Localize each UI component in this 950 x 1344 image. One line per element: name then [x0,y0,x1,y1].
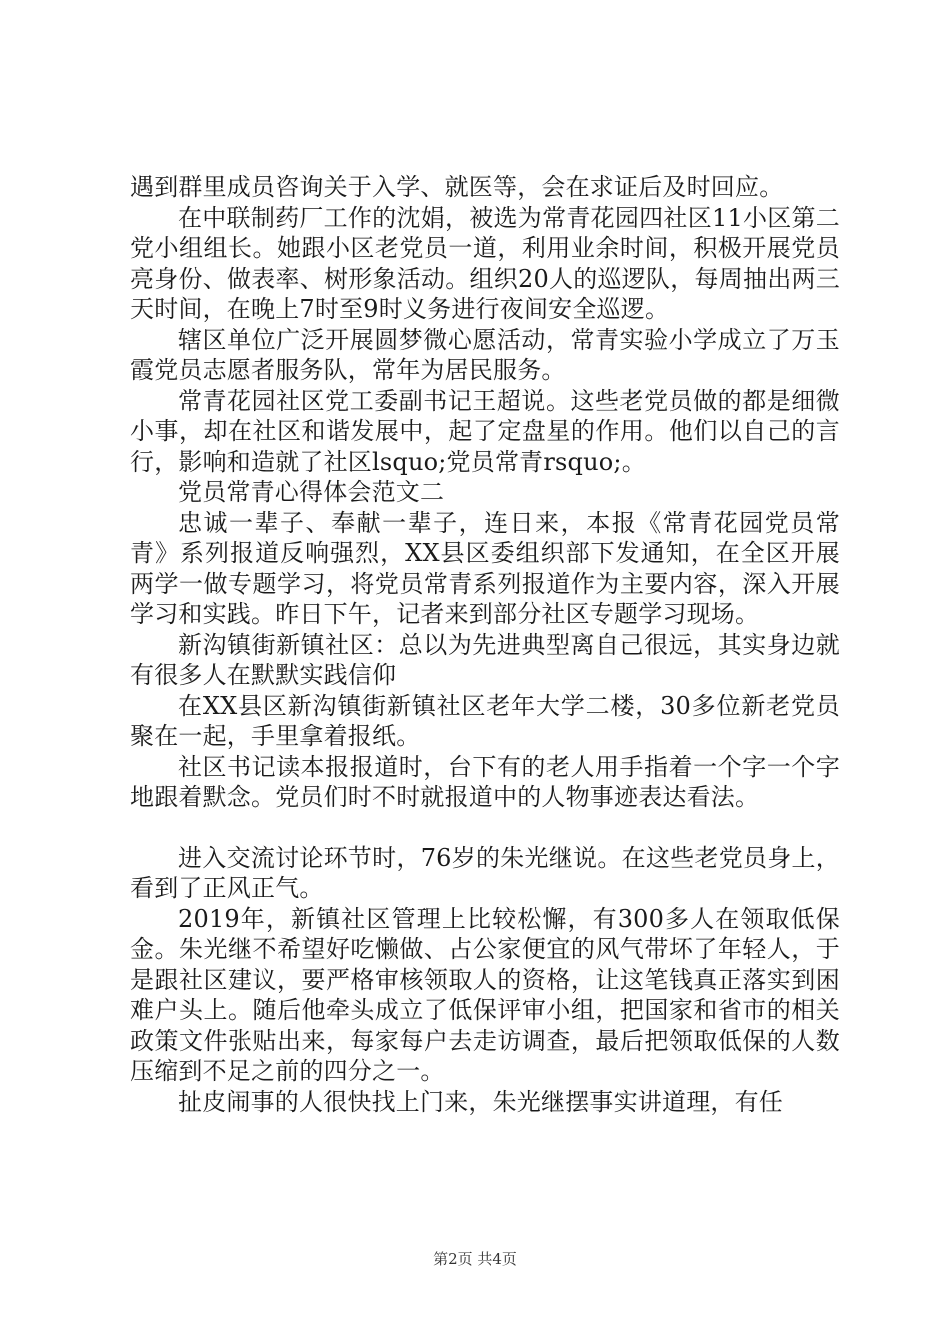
page-number-label: 第2页 共4页 [433,1250,517,1268]
document-body [130,172,840,1117]
paragraph-1: 遇到群里成员咨询关于入学、就医等，会在求证后及时回应。 [130,173,784,201]
paragraph-7: 新沟镇街新镇社区：总以为先进典型离自己很远，其实身边就有很多人在默默实践信仰 [130,630,840,689]
paragraph-12: 扯皮闹事的人很快找上门来，朱光继摆事实讲道理，有任 [178,1087,783,1116]
page-footer [0,1248,950,1269]
paragraph-3: 辖区单位广泛开展圆梦微心愿活动，常青实验小学成立了万玉霞党员志愿者服务队，常年为居民服务。 [130,325,840,384]
paragraph-10: 进入交流讨论环节时，76岁的朱光继说。在这些老党员身上，看到了正风正气。 [130,843,840,902]
paragraph-11: 2019年，新镇社区管理上比较松懈，有300多人在领取低保金。朱光继不希望好吃懒做、占公家便宜的风气带坏了年轻人，于是跟社区建议，要严格审核领取人的资格，让这笔钱真正落实到困难户头上。随后他牵头成立了低保评审小组，把国家和省市的相关政策文件张贴出来，每家每户去走访调查，最后把领取低保的人数压缩到不足之前的四分之一。 [130,904,840,1085]
paragraph-6: 忠诚一辈子、奉献一辈子，连日来，本报《常青花园党员常青》系列报道反响强烈，XX县区委组织部下发通知，在全区开展两学一做专题学习，将党员常青系列报道作为主要内容，深入开展学习和实践。昨日下午，记者来到部分社区专题学习现场。 [130,508,840,628]
paragraph-9: 社区书记读本报报道时，台下有的老人用手指着一个字一个字地跟着默念。党员们时不时就报道中的人物事迹表达看法。 [130,752,840,811]
paragraph-8: 在XX县区新沟镇街新镇社区老年大学二楼，30多位新老党员聚在一起，手里拿着报纸。 [130,691,840,750]
paragraph-2: 在中联制药厂工作的沈娟，被选为常青花园四社区11小区第二党小组组长。她跟小区老党员一道，利用业余时间，积极开展党员亮身份、做表率、树形象活动。组织20人的巡逻队，每周抽出两三天时间，在晚上7时至9时义务进行夜间安全巡逻。 [130,203,840,323]
paragraph-4: 常青花园社区党工委副书记王超说。这些老党员做的都是细微小事，却在社区和谐发展中，起了定盘星的作用。他们以自己的言行，影响和造就了社区lsquo;党员常青rsquo;。 [130,386,840,476]
section-heading: 党员常青心得体会范文二 [178,478,445,506]
